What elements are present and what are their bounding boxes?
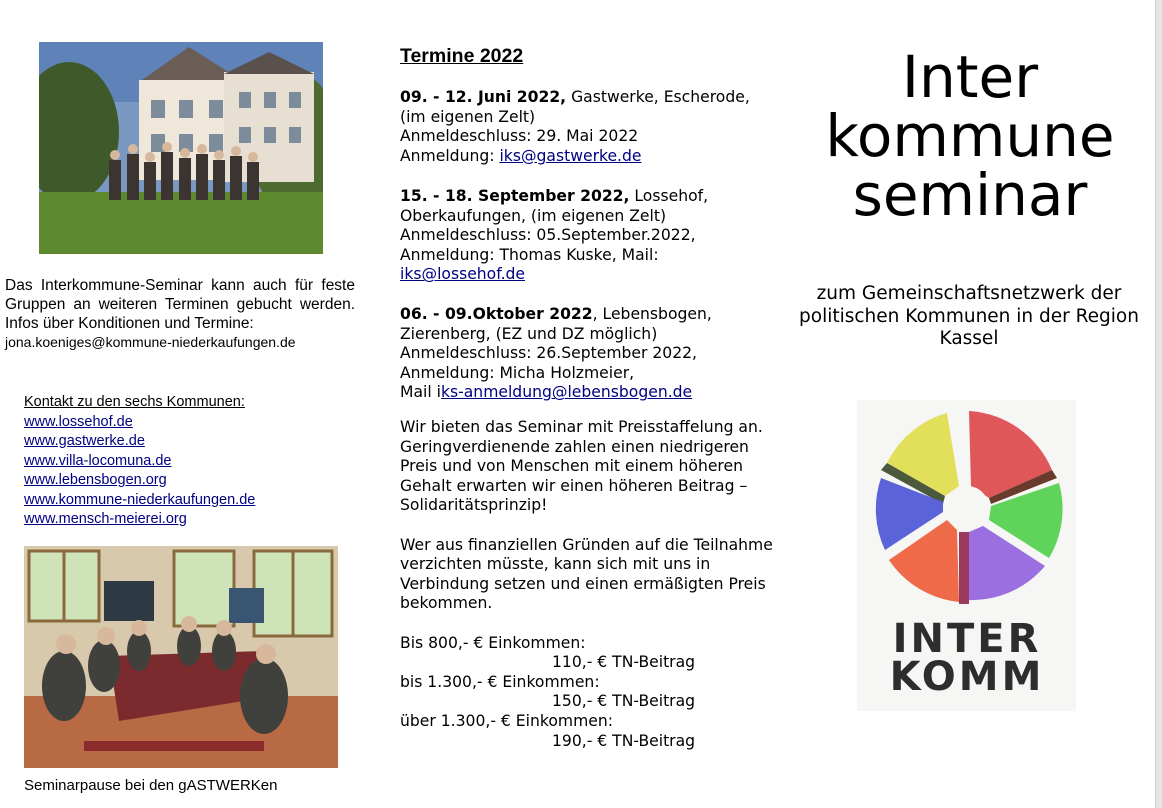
pricing-intro: Wir bieten das Seminar mit Preisstaffelung an. Geringverdienende zahlen einen niedrigeren Preis und von Menschen mit einem höheren Gehalt erwarten wir einen höheren Beitrag – Solidaritätsprinzip! xyxy=(400,418,763,515)
registration-label-october: Anmeldung: Micha Holzmeier, xyxy=(400,363,635,382)
interkomm-logo-graphic xyxy=(857,400,1076,711)
registration-mail-prefix-october: Mail i xyxy=(400,383,441,402)
price-income-2: bis 1.300,- € Einkommen: xyxy=(400,672,600,691)
reduced-price-note: Wer aus finanziellen Gründen auf die Teilnahme verzichten müsste, kann sich mit uns in Verbindung setzen und einen ermäßigten Preis bekommen. xyxy=(400,535,773,613)
date-entry-october xyxy=(400,305,780,403)
date-september: 15. - 18. September 2022, xyxy=(400,187,630,205)
price-fee-3: 190,- € TN-Beitrag xyxy=(552,731,696,750)
subtitle: zum Gemeinschaftsnetzwerk der politischen Kommunen in der Region Kassel xyxy=(799,283,1139,349)
registration-link-september[interactable]: iks@lossehof.de xyxy=(400,265,526,284)
groups-info-paragraph xyxy=(5,276,355,352)
logo-text-inter: INTER xyxy=(892,616,1042,662)
deadline-october: Anmeldeschluss: 26.September 2022, xyxy=(400,344,698,363)
title-line-2: kommune xyxy=(825,102,1115,170)
price-income-3: über 1.300,- € Einkommen: xyxy=(400,711,613,730)
contact-link-villa-locomuna[interactable]: www.villa-locomuna.de xyxy=(24,452,172,469)
registration-link-october[interactable]: ks-anmeldung@lebensbogen.de xyxy=(440,383,693,402)
place-june: Gastwerke, Escherode, (im eigenen Zelt) xyxy=(400,88,750,126)
contact-link-gastwerke[interactable]: www.gastwerke.de xyxy=(24,433,145,449)
contacts-list xyxy=(24,393,255,530)
groups-info-email[interactable]: jona.koeniges@kommune-niederkaufungen.de xyxy=(5,334,296,350)
date-june: 09. - 12. Juni 2022, xyxy=(400,88,567,106)
interkomm-logo xyxy=(857,400,1076,711)
deadline-september: Anmeldeschluss: 05.September.2022, xyxy=(400,226,696,245)
contact-link-mensch-meierei[interactable]: www.mensch-meierei.org xyxy=(24,511,187,527)
registration-label-september: Anmeldung: Thomas Kuske, Mail: xyxy=(400,245,659,264)
price-fee-2: 150,- € TN-Beitrag xyxy=(552,692,696,711)
place-october: , Lebensbogen, Zierenberg, (EZ und DZ möglich) xyxy=(400,305,712,343)
seminar-photo xyxy=(24,546,338,768)
registration-label-june: Anmeldung: xyxy=(400,146,500,165)
price-fee-1: 110,- € TN-Beitrag xyxy=(552,653,696,672)
deadline-june: Anmeldeschluss: 29. Mai 2022 xyxy=(400,127,639,146)
date-october: 06. - 09.Oktober 2022 xyxy=(400,305,593,323)
group-photo-illustration xyxy=(39,42,323,254)
groups-info-text: Das Interkommune-Seminar kann auch für feste Gruppen an weiteren Terminen gebucht werden. Infos über Konditionen und Termine: xyxy=(5,277,355,332)
page-edge-scrollbar[interactable] xyxy=(1155,0,1162,808)
seminar-photo-illustration xyxy=(24,546,338,768)
place-september: Lossehof, Oberkaufungen, (im eigenen Zelt) xyxy=(400,187,709,225)
price-income-1: Bis 800,- € Einkommen: xyxy=(400,633,586,652)
page-title xyxy=(780,43,1160,229)
title-line-1: Inter xyxy=(901,43,1039,111)
date-entry-september xyxy=(400,187,780,285)
date-entry-june xyxy=(400,88,780,166)
contact-link-lossehof[interactable]: www.lossehof.de xyxy=(24,413,133,430)
title-line-3: seminar xyxy=(852,161,1088,229)
contact-link-kommune-niederkaufungen[interactable]: www.kommune-niederkaufungen.de xyxy=(24,491,256,508)
contacts-heading: Kontakt zu den sechs Kommunen: xyxy=(24,394,245,410)
registration-link-june[interactable]: iks@gastwerke.de xyxy=(499,146,642,165)
logo-text-komm: KOMM xyxy=(889,654,1045,700)
group-photo xyxy=(39,42,323,254)
pricing-section xyxy=(400,418,780,751)
dates-heading: Termine 2022 xyxy=(400,45,524,67)
seminar-photo-caption: Seminarpause bei den gASTWERKen xyxy=(24,777,278,794)
contact-link-lebensbogen[interactable]: www.lebensbogen.org xyxy=(24,472,167,488)
